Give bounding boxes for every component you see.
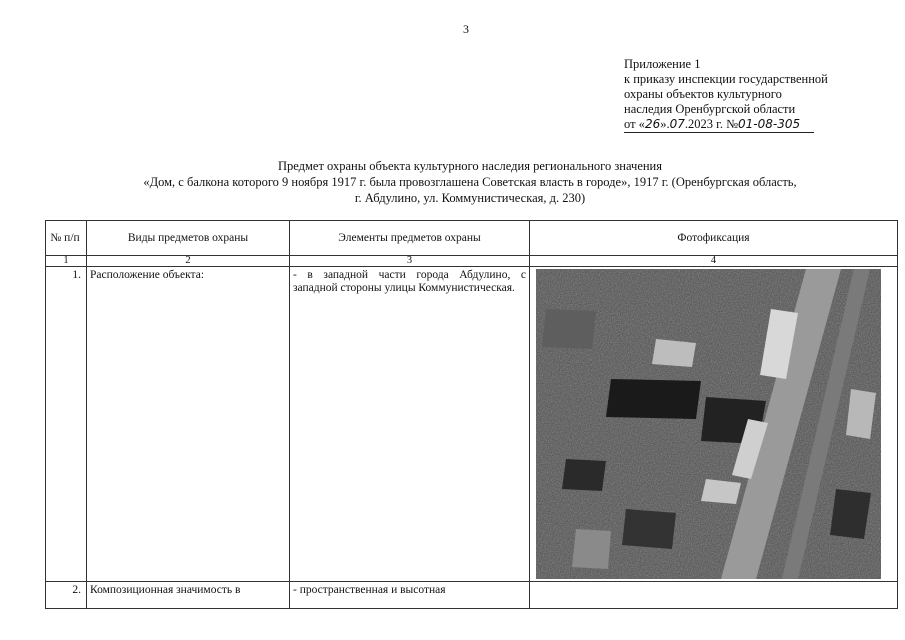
- index-cell: 3: [290, 256, 530, 267]
- header-number: № п/п: [46, 221, 87, 256]
- header-type: Виды предметов охраны: [87, 221, 290, 256]
- row-number: 1.: [46, 267, 87, 582]
- heading-line-3: г. Абдулино, ул. Коммунистическая, д. 230): [354, 191, 586, 205]
- document-heading: [40, 158, 900, 206]
- table-header-row: [46, 221, 898, 256]
- appendix-block: [624, 57, 894, 133]
- row-type: Композиционная значимость в: [87, 582, 290, 609]
- row-elements: - пространственная и высотная: [290, 582, 530, 609]
- protection-table: [45, 220, 898, 609]
- table-row: [46, 267, 898, 582]
- handwritten-month: 07: [669, 117, 685, 131]
- appendix-title: Приложение 1: [624, 57, 701, 71]
- handwritten-day: 26: [644, 117, 661, 131]
- row-elements: - в западной части города Абдулино, с западной стороны улицы Коммунистическая.: [290, 267, 530, 582]
- appendix-line-2: охраны объектов культурного: [624, 87, 782, 101]
- aerial-photo-image: [536, 269, 881, 579]
- heading-line-1: Предмет охраны объекта культурного наследия регионального значения: [277, 159, 662, 173]
- appendix-line-1: к приказу инспекции государственной: [624, 72, 828, 86]
- row-number: 2.: [46, 582, 87, 609]
- row-photo-cell: [530, 582, 898, 609]
- index-cell: 1: [46, 256, 87, 267]
- order-date: от «26».07.2023 г. №01-08-305: [624, 117, 814, 133]
- row-photo-cell: [530, 267, 898, 582]
- index-cell: 2: [87, 256, 290, 267]
- page-number: 3: [463, 22, 469, 36]
- appendix-line-3: наследия Оренбургской области: [624, 102, 796, 116]
- row-type: Расположение объекта:: [87, 267, 290, 582]
- heading-line-2: «Дом, с балкона которого 9 ноября 1917 г. была провозглашена Советская власть в городе», 1917 г. (Оренбургская область,: [143, 175, 797, 189]
- protection-table-wrapper: [45, 220, 898, 609]
- header-elements: Элементы предметов охраны: [290, 221, 530, 256]
- index-cell: 4: [530, 256, 898, 267]
- table-row: [46, 582, 898, 609]
- handwritten-order-number: 01-08-305: [738, 117, 801, 131]
- table-index-row: [46, 256, 898, 267]
- header-photo: Фотофиксация: [530, 221, 898, 256]
- appendix-date-line: [624, 117, 894, 133]
